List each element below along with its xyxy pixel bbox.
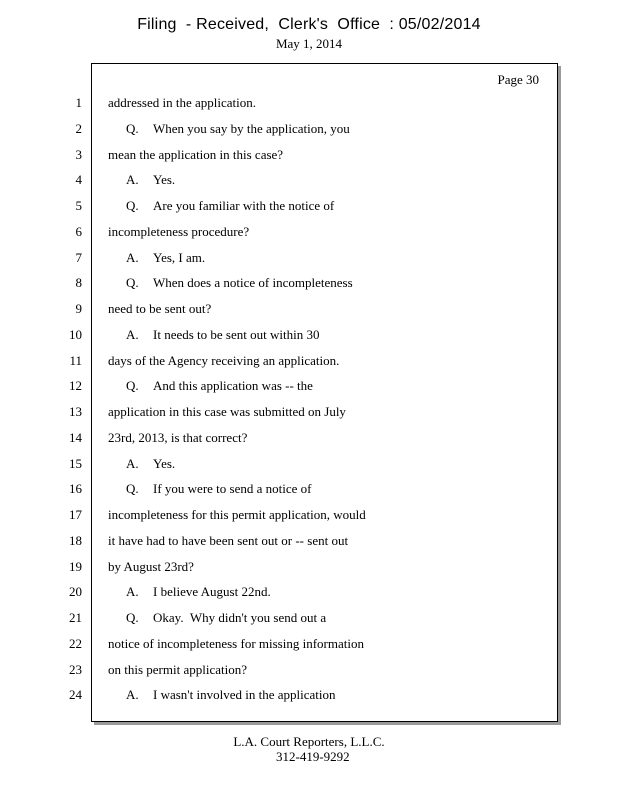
transcript-line-text: When does a notice of incompleteness xyxy=(153,275,353,291)
transcript-line-text: notice of incompleteness for missing information xyxy=(108,635,364,651)
speaker-label: A. xyxy=(126,687,139,703)
transcript-line-text: on this permit application? xyxy=(108,661,247,677)
line-number: 11 xyxy=(69,352,82,368)
transcript-line-text: it have had to have been sent out or -- sent out xyxy=(108,532,349,548)
deposition-date: May 1, 2014 xyxy=(275,36,343,51)
transcript-line-text: incompleteness for this permit application, would xyxy=(108,507,366,522)
speaker-label: A. xyxy=(126,249,139,265)
court-reporter-name: L.A. Court Reporters, L.L.C. xyxy=(233,734,385,749)
speaker-label: A. xyxy=(126,326,139,342)
transcript-line-text: 23rd, 2013, is that correct? xyxy=(108,429,248,445)
line-number: 21 xyxy=(69,610,82,625)
line-number: 22 xyxy=(69,635,82,651)
transcript-line-text: I believe August 22nd. xyxy=(153,584,271,600)
transcript-line-text: And this application was -- the xyxy=(153,378,313,394)
speaker-label: A. xyxy=(126,455,139,471)
line-number: 15 xyxy=(69,455,82,471)
line-number: 16 xyxy=(69,481,82,497)
transcript-line-text: days of the Agency receiving an application. xyxy=(108,352,340,368)
line-number: 13 xyxy=(69,404,82,419)
line-number: 3 xyxy=(75,146,82,162)
speaker-label: Q. xyxy=(126,610,139,625)
speaker-label: Q. xyxy=(126,378,139,394)
line-number: 14 xyxy=(69,429,82,445)
transcript-line-text: Are you familiar with the notice of xyxy=(153,198,335,213)
transcript-line-text: addressed in the application. xyxy=(108,95,257,110)
transcript-line-text: incompleteness procedure? xyxy=(108,223,250,239)
court-reporter-phone: 312-419-9292 xyxy=(276,749,350,764)
line-number: 4 xyxy=(75,172,82,188)
speaker-label: Q. xyxy=(126,198,139,213)
line-number: 7 xyxy=(75,249,82,265)
speaker-label: Q. xyxy=(126,275,139,291)
transcript-line-text: mean the application in this case? xyxy=(108,146,284,162)
line-number: 6 xyxy=(75,223,82,239)
line-number: 20 xyxy=(69,584,82,600)
page-number: Page 30 xyxy=(497,72,539,87)
speaker-label: A. xyxy=(126,172,139,188)
line-number: 1 xyxy=(75,95,82,110)
transcript-line-text: Yes, I am. xyxy=(153,249,206,265)
transcript-line-text: I wasn't involved in the application xyxy=(153,687,336,703)
transcript-line-text: application in this case was submitted on July xyxy=(108,404,346,419)
line-number: 24 xyxy=(69,687,82,703)
line-number: 19 xyxy=(69,558,82,574)
transcript-line-text: If you were to send a notice of xyxy=(153,481,312,497)
speaker-label: Q. xyxy=(126,120,139,136)
line-number: 17 xyxy=(69,507,82,522)
transcript-line-text: It needs to be sent out within 30 xyxy=(153,326,320,342)
line-number: 23 xyxy=(69,661,82,677)
line-number: 18 xyxy=(69,532,82,548)
transcript-line-text: Yes. xyxy=(153,455,176,471)
transcript-line-text: When you say by the application, you xyxy=(153,120,350,136)
speaker-label: Q. xyxy=(126,481,139,497)
transcript-line-text: need to be sent out? xyxy=(108,301,212,316)
line-number: 2 xyxy=(75,120,82,136)
line-number: 12 xyxy=(69,378,82,394)
filing-stamp: Filing - Received, Clerk's Office : 05/02/2014 xyxy=(137,16,481,33)
transcript-line-text: Okay. Why didn't you send out a xyxy=(153,610,327,625)
transcript-line-text: Yes. xyxy=(153,172,176,188)
line-number: 5 xyxy=(75,198,82,213)
speaker-label: A. xyxy=(126,584,139,600)
transcript-line-text: by August 23rd? xyxy=(108,558,194,574)
line-number: 9 xyxy=(75,301,82,316)
line-number: 10 xyxy=(69,326,82,342)
line-number: 8 xyxy=(75,275,82,291)
